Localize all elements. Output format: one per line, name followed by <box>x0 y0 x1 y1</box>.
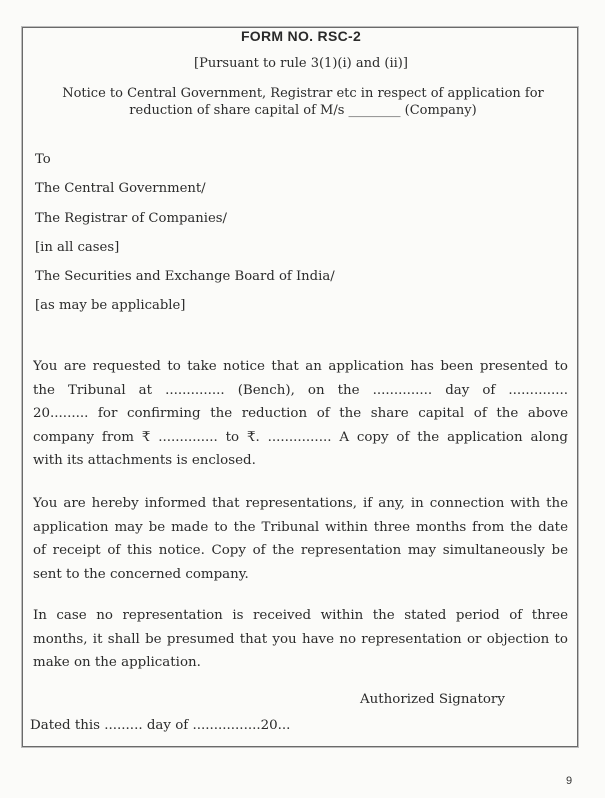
paragraph-line: months, it shall be presumed that you have no representation or objection to <box>33 631 568 647</box>
paragraph-line: You are requested to take notice that an application has been presented to <box>33 359 568 374</box>
paragraph-notice-application <box>33 355 568 473</box>
paragraph-line: 20......... for confirming the reduction of the share capital of the above <box>33 406 568 421</box>
address-line-5: [as may be applicable] <box>35 298 186 313</box>
dated-line: Dated this ......... day of ................20... <box>30 718 291 733</box>
paragraph-line: of receipt of this notice. Copy of the representation may simultaneously be <box>33 543 568 558</box>
paragraph-line: application may be made to the Tribunal within three months from the date <box>33 519 568 535</box>
notice-heading <box>47 85 559 119</box>
form-container <box>22 27 578 747</box>
paragraph-line: company from ₹ .............. to ₹. ............... A copy of the application along <box>33 429 568 445</box>
notice-line-1: Notice to Central Government, Registrar etc in respect of application for <box>62 86 544 101</box>
notice-line-2: reduction of share capital of M/s ________ (Company) <box>129 103 477 118</box>
paragraph-line: the Tribunal at .............. (Bench), on the .............. day of .............. <box>33 382 568 398</box>
paragraph-line: sent to the concerned company. <box>33 566 249 582</box>
form-title: FORM NO. RSC-2 <box>240 28 362 44</box>
address-to: To <box>35 152 51 167</box>
paragraph-representations <box>33 492 568 586</box>
address-line-3: [in all cases] <box>35 240 120 255</box>
address-line-4: The Securities and Exchange Board of India/ <box>35 269 335 284</box>
authorized-signatory: Authorized Signatory <box>360 692 505 707</box>
address-line-1: The Central Government/ <box>35 181 206 196</box>
paragraph-line: In case no representation is received within the stated period of three <box>33 608 568 623</box>
address-line-2: The Registrar of Companies/ <box>35 211 227 226</box>
page-number: 9 <box>566 775 573 787</box>
pursuant-rule: [Pursuant to rule 3(1)(i) and (ii)] <box>194 56 408 71</box>
paragraph-no-representation <box>33 604 568 675</box>
paragraph-line: with its attachments is enclosed. <box>33 453 256 468</box>
paragraph-line: make on the application. <box>33 655 201 670</box>
paragraph-line: You are hereby informed that representations, if any, in connection with the <box>33 496 568 511</box>
